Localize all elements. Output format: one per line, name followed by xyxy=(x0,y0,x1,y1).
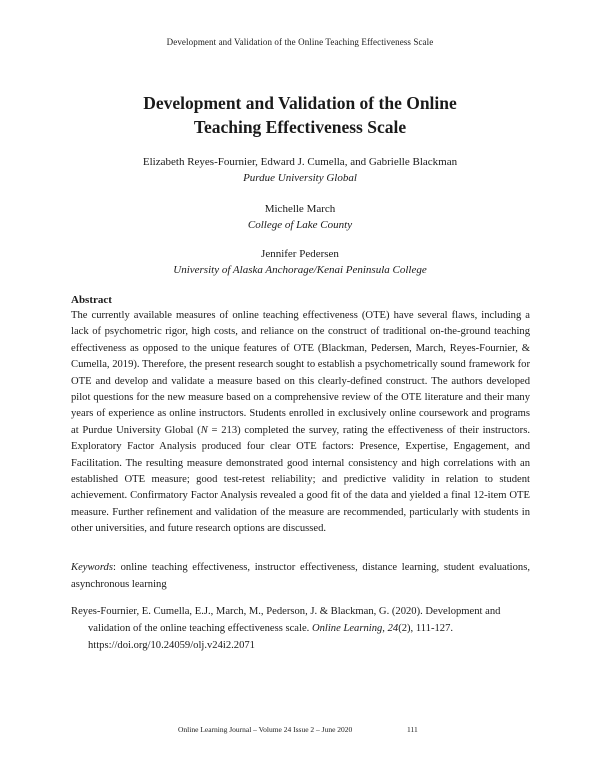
sample-size-symbol: N xyxy=(200,424,208,436)
title-line-1: Development and Validation of the Online xyxy=(143,93,457,113)
running-header: Development and Validation of the Online Teaching Effectiveness Scale xyxy=(166,37,434,47)
institution-name: College of Lake County xyxy=(247,219,353,231)
page-number: 111 xyxy=(407,725,418,734)
institution-name: Purdue University Global xyxy=(243,172,357,184)
abstract-heading: Abstract xyxy=(71,294,112,306)
author-names: Elizabeth Reyes-Fournier, Edward J. Cumella, and Gabrielle Blackman xyxy=(142,156,458,168)
footer-journal-info: Online Learning Journal – Volume 24 Issue 2 – June 2020 xyxy=(178,725,353,734)
citation-paragraph xyxy=(71,603,530,654)
abstract-text-part-2: = 213) completed the survey, rating the effectiveness of their instructors. Exploratory Factor Analysis produced four clear OTE factors: Presence, Expertise, Engagement, and Facilitation. The resulting measure demonstrated good internal consistency and high correlations with an established OTE measure; good test-retest reliability; and predictive validity in relation to student achievement. Confirmatory Factor Analysis revealed a good fit of the data and yielded a final 12-item OTE measure. Further refinement and validation of the measure are recommended, particularly with students in other universities, and future research options are discussed. xyxy=(71,424,530,535)
paper-title xyxy=(60,91,540,139)
keywords-list: : online teaching effectiveness, instructor effectiveness, distance learning, student evaluations, asynchronous learning xyxy=(71,562,530,590)
abstract-body xyxy=(71,308,530,538)
author-names: Michelle March xyxy=(264,203,336,215)
keywords-label: Keywords xyxy=(71,562,113,573)
citation-journal: Online Learning, 24 xyxy=(311,623,399,634)
citation-issue-pages-doi: (2), 111-127. https://doi.org/10.24059/olj.v24i2.2071 xyxy=(88,623,454,651)
institution-name: University of Alaska Anchorage/Kenai Peninsula College xyxy=(173,264,427,276)
title-line-2: Teaching Effectiveness Scale xyxy=(193,117,407,137)
keywords-paragraph xyxy=(71,559,530,593)
citation-authors-title: Reyes-Fournier, E. Cumella, E.J., March, M., Pederson, J. & Blackman, G. (2020). Development and validation of the online teaching effectiveness scale. xyxy=(71,606,501,634)
author-names: Jennifer Pedersen xyxy=(261,248,339,260)
affiliation-group-3 xyxy=(60,246,540,278)
affiliation-group-1 xyxy=(60,154,540,186)
affiliation-group-2 xyxy=(60,201,540,233)
abstract-text-part-1: The currently available measures of online teaching effectiveness (OTE) have several flaws, including a lack of psychometric rigor, high costs, and reliance on the construct of traditional on-the-ground teaching effectiveness as opposed to the unique features of OTE (Blackman, Pedersen, March, Reyes-Fournier, & Cumella, 2019). Therefore, the present research sought to establish a psychometrically sound framework for OTE and develop and validate a measure based on this clearly-defined construct. The authors developed pilot questions for the new measure based on a comprehensive review of the OTE literature and their many years of experience as online instructors. Students enrolled in exclusively online coursework and programs at Purdue University Global ( xyxy=(71,310,530,436)
